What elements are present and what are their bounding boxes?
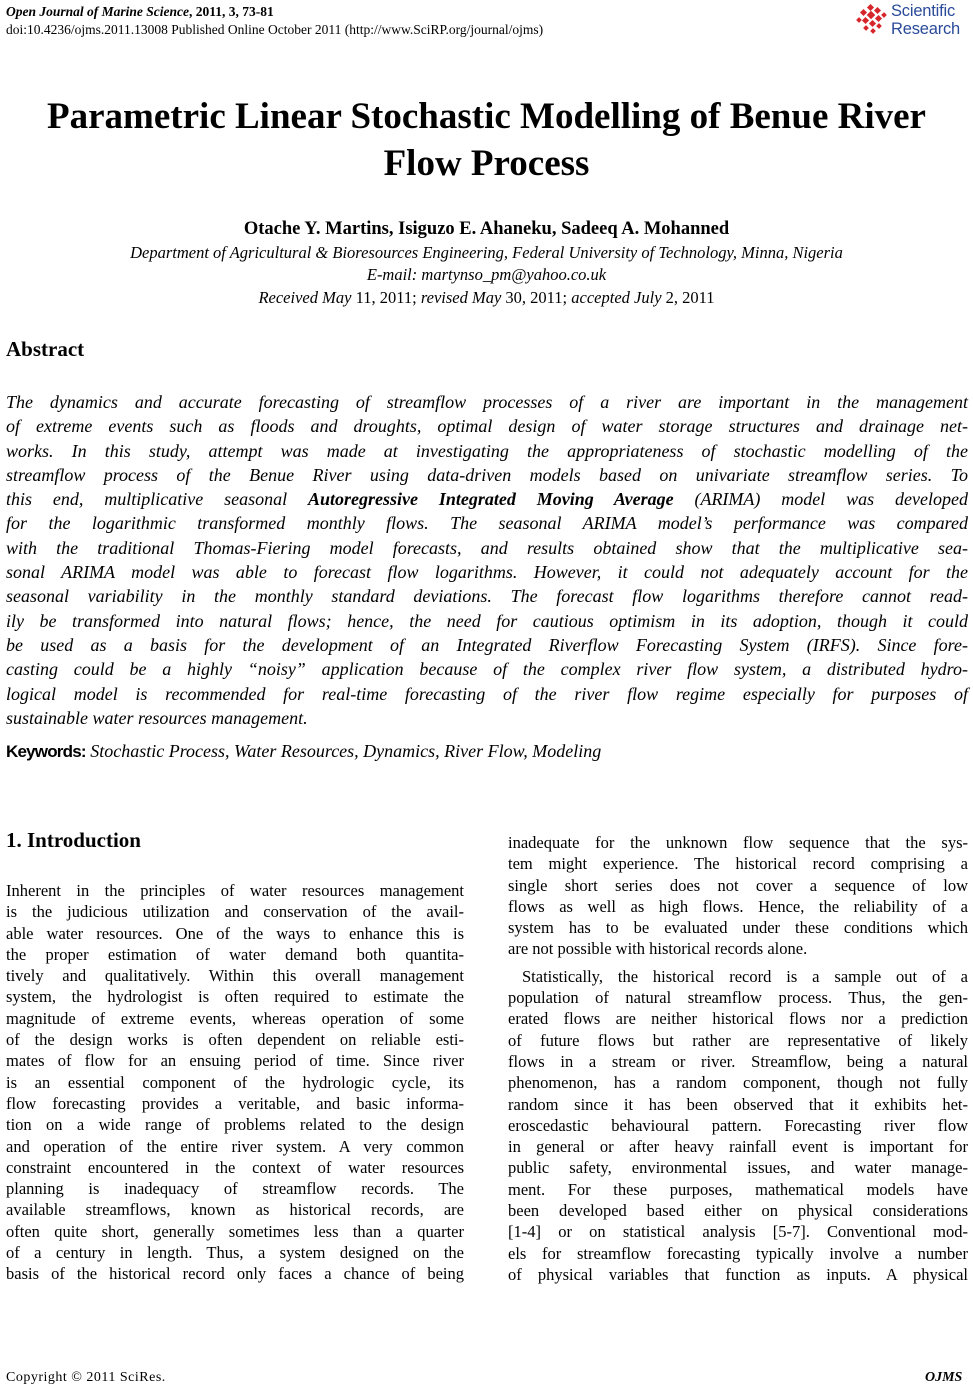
text-line: is the judicious utilization and conservation of the avail-	[6, 902, 464, 922]
text-line: of a century in length. Thus, a system designed on the	[6, 1243, 464, 1263]
abstract-line: logical model is recommended for real-time forecasting of the river flow regime especially for purposes of	[6, 683, 968, 704]
text-line: Statistically, the historical record is a sample out of a	[522, 966, 968, 986]
text-line: els for streamflow forecasting typically involve a number	[508, 1243, 968, 1263]
text-line: flow forecasting provides a veritable, and basic informa-	[6, 1093, 464, 1113]
text-line: been developed based either on physical considerations	[508, 1201, 968, 1221]
keywords	[6, 739, 601, 764]
text-line: single short series does not cover a sequence of low	[508, 875, 968, 895]
text-line: tem might experience. The historical record comprising a	[508, 854, 968, 874]
abstract-line: works. In this study, attempt was made at investigating the appropriateness of stochastic modelling of the	[6, 440, 968, 461]
publisher-logo	[855, 2, 973, 42]
right-column	[508, 832, 968, 1285]
received-label: Received May	[258, 288, 352, 307]
paper-title	[0, 93, 973, 187]
received-date: 11, 2011;	[351, 288, 421, 307]
section-heading: 1. Introduction	[6, 828, 141, 852]
text-line: available streamflows, known as historical records, are	[6, 1200, 464, 1220]
abstract-line: for the logarithmic transformed monthly flows. The seasonal ARIMA model’s performance was compared	[6, 513, 968, 534]
text-line: flows in a stream or river. Streamflow, being a natural	[508, 1051, 968, 1071]
footer-journal-abbr: OJMS	[925, 1370, 963, 1385]
text-line: system has to be evaluated under these conditions which	[508, 918, 968, 938]
text-line: constraint encountered in the context of water resources	[6, 1157, 464, 1177]
abstract-emphasis: Autoregressive Integrated Moving Average	[307, 489, 674, 510]
footer-copyright: Copyright © 2011 SciRes.	[6, 1370, 166, 1385]
text-line: magnitude of extreme events, whereas operation of some	[6, 1008, 464, 1028]
text-line: system, the hydrologist is often required to estimate the	[6, 987, 464, 1007]
keywords-list: Stochastic Process, Water Resources, Dynamics, River Flow, Modeling	[85, 741, 602, 761]
text-line: of physical variables that function as inputs. A physical	[508, 1264, 968, 1284]
abstract-line: streamflow process of the Benue River using data-driven models based on univariate streamflow series. To	[6, 464, 968, 485]
abstract-line: ily be transformed into natural flows; hence, the need for cautious optimism in its adoption, though it could	[6, 610, 968, 631]
abstract-line: casting could be a highly “noisy” application because of the complex river flow system, a distributed hydro-	[6, 659, 968, 680]
email-label: E-mail	[366, 265, 412, 284]
text-line: erated flows are neither historical flows nor a prediction	[508, 1009, 968, 1029]
text-line: ment. For these purposes, mathematical models have	[508, 1179, 968, 1199]
abstract-line: be used as a basis for the development of an Integrated Riverflow Forecasting System (IRFS). Since fore-	[6, 634, 968, 655]
abstract-body	[6, 390, 968, 730]
text-line: the proper estimation of water demand both quantita-	[6, 944, 464, 964]
text-line: mates of flow for an ensuing period of time. Since river	[6, 1051, 464, 1071]
text-line: Inherent in the principles of water resources management	[6, 881, 464, 900]
abstract-line: with the traditional Thomas-Fiering model forecasts, and results obtained show that the multiplicative sea-	[6, 537, 968, 558]
text-line: tion on a wide range of problems related to the design	[6, 1115, 464, 1135]
text-line: able water resources. One of the ways to enhance this is	[6, 923, 464, 943]
accepted-date: 2, 2011	[661, 288, 715, 307]
abstract-line: sonal ARIMA model was able to forecast flow logarithms. However, it could not adequately account for the	[6, 562, 968, 583]
revised-date: 30, 2011;	[501, 288, 572, 307]
journal-volume: , 2011, 3, 73-81	[189, 4, 274, 19]
left-column	[6, 880, 464, 1285]
text-line: basis of the historical record only faces a chance of being	[6, 1264, 464, 1284]
abstract-line: sustainable water resources management.	[6, 707, 308, 728]
text-line: are not possible with historical records alone.	[508, 939, 808, 959]
text-line: in general or after heavy rainfall event is important for	[508, 1137, 968, 1157]
text-line: random since it has been observed that it exhibits het-	[508, 1094, 968, 1114]
text-line: public safety, environmental issues, and water manage-	[508, 1158, 968, 1178]
text-line: and operation of the entire river system. A very common	[6, 1136, 464, 1156]
text-line: eroscedastic behavioural pattern. Forecasting river flow	[508, 1115, 968, 1135]
text-line: population of natural streamflow process. Thus, the gen-	[508, 988, 968, 1008]
text-line: of the design works is often dependent on reliable esti-	[6, 1030, 464, 1050]
text-line: [1-4] or on statistical analysis [5-7]. Conventional mod-	[508, 1222, 968, 1242]
title-line-2: Flow Process	[383, 143, 590, 184]
received-dates	[0, 287, 973, 308]
abstract-heading: Abstract	[6, 337, 85, 361]
scirp-logo-icon	[855, 4, 889, 38]
affiliation: Department of Agricultural & Bioresources Engineering, Federal University of Technology, Minna, Nigeria	[130, 243, 843, 262]
abstract-line: of extreme events such as floods and droughts, optimal design of water storage structures and drainage net-	[6, 416, 968, 437]
logo-text-scientific: Scientific	[891, 2, 956, 20]
text-line: planning is inadequacy of streamflow records. The	[6, 1179, 464, 1199]
title-line-1: Parametric Linear Stochastic Modelling of Benue River	[47, 96, 926, 137]
doi-line: doi:10.4236/ojms.2011.13008 Published Online October 2011 (http://www.SciRP.org/journal/ojms)	[6, 22, 544, 37]
abstract-line: seasonal variability in the monthly standard deviations. The forecast flow logarithms therefore cannot read-	[6, 586, 968, 607]
logo-text-research: Research	[891, 20, 961, 38]
abstract-line: The dynamics and accurate forecasting of streamflow processes of a river are important in the management	[6, 392, 968, 412]
text-line: phenomenon, has a random component, though not fully	[508, 1073, 968, 1093]
text-line: tively and qualitatively. Within this overall management	[6, 966, 464, 986]
revised-label: revised May	[420, 288, 502, 307]
journal-name: Open Journal of Marine Science	[6, 4, 190, 19]
text-line: often quite short, generally sometimes less than a quarter	[6, 1221, 464, 1241]
text-line: is an essential component of the hydrologic cycle, its	[6, 1072, 464, 1092]
accepted-label: accepted July	[571, 288, 662, 307]
authors: Otache Y. Martins, Isiguzo E. Ahaneku, Sadeeq A. Mohanned	[243, 219, 730, 239]
email-line	[0, 264, 973, 285]
email-address: : martynso_pm@yahoo.co.uk	[411, 265, 607, 284]
keywords-label: Keywords:	[6, 742, 86, 761]
abstract-line: this end, multiplicative seasonal Autoregressive Integrated Moving Average (ARIMA) model was developed	[6, 489, 968, 510]
journal-citation	[6, 3, 274, 21]
text-line: flows as well as high flows. Hence, the reliability of a	[508, 896, 968, 916]
text-line: inadequate for the unknown flow sequence that the sys-	[508, 833, 968, 852]
text-line: of future flows but rather are representative of likely	[508, 1030, 968, 1050]
